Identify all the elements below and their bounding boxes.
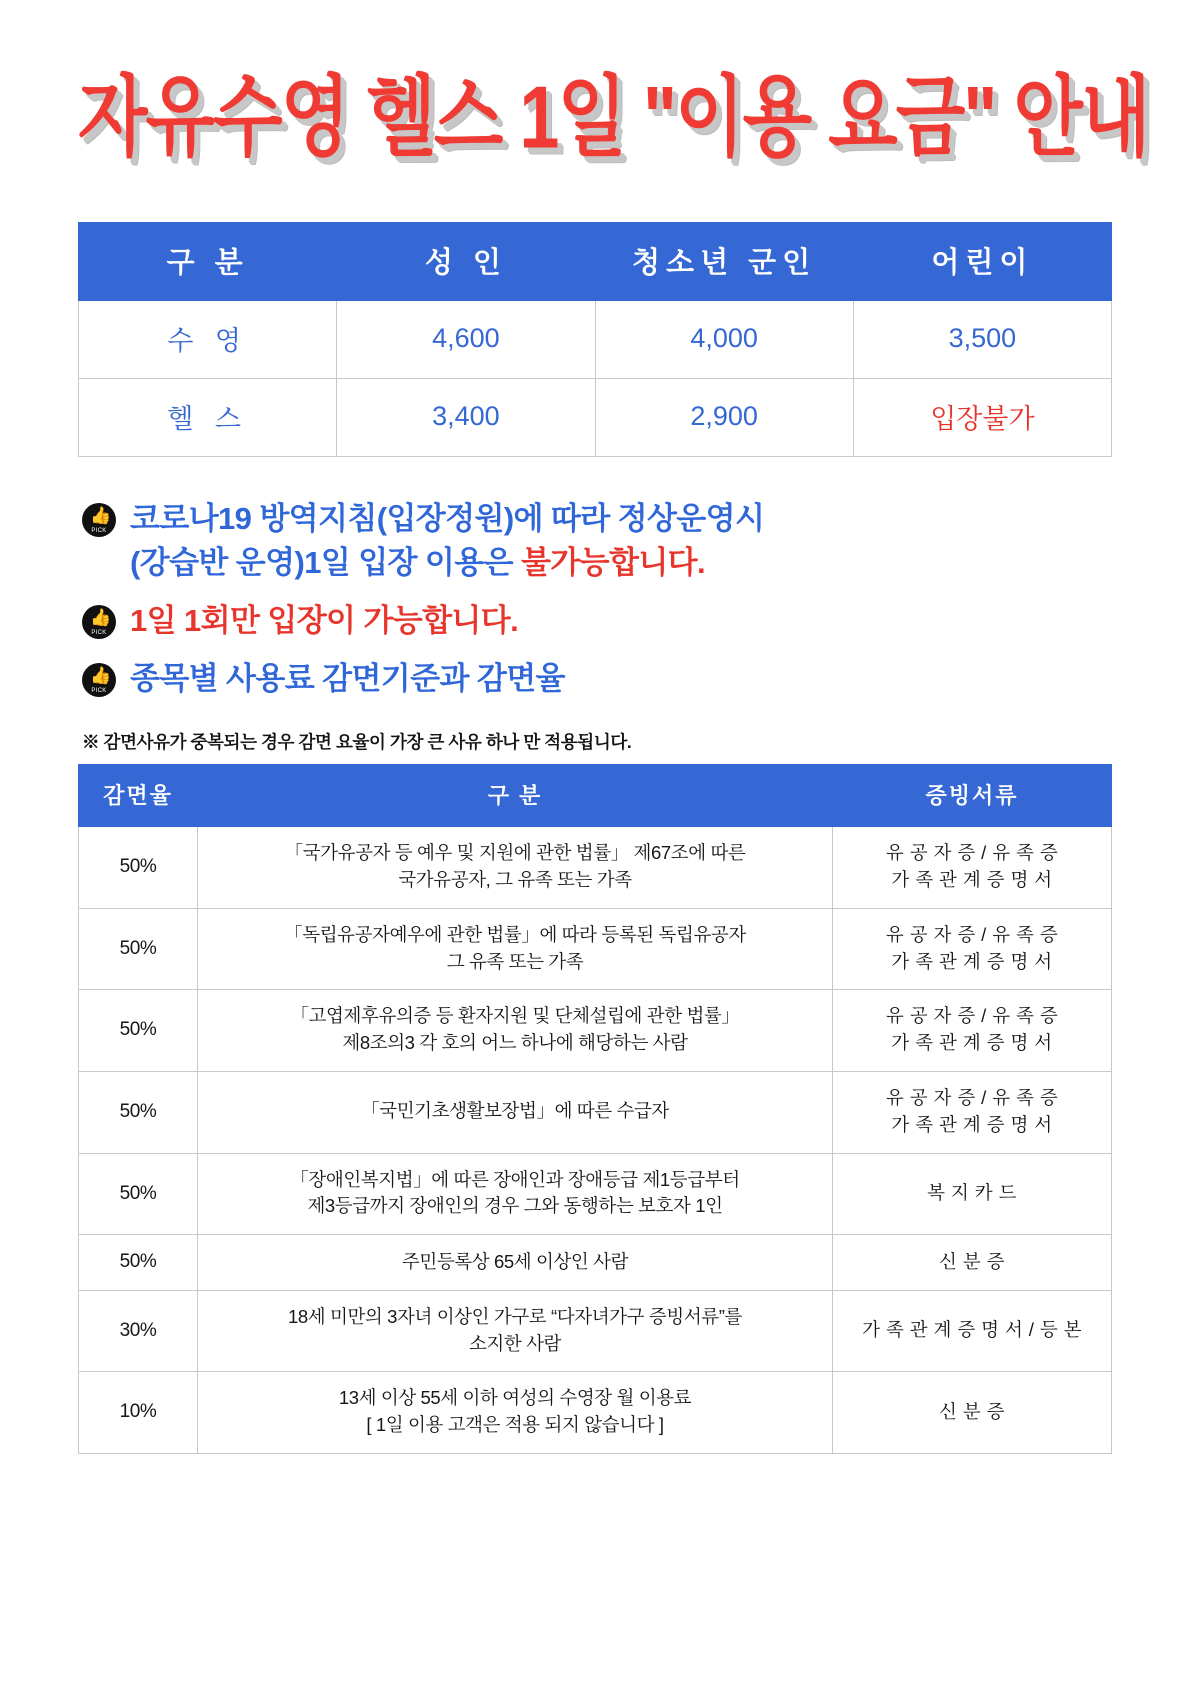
discount-desc-line-1: 18세 미만의 3자녀 이상인 가구로 “다자녀가구 증빙서류”를 — [288, 1305, 742, 1327]
price-table — [78, 222, 1112, 457]
discount-description — [198, 908, 833, 990]
pick-label: PICK — [91, 688, 107, 695]
table-row — [79, 827, 1112, 909]
table-row — [79, 1071, 1112, 1153]
discount-rate: 10% — [79, 1372, 198, 1454]
discount-rate: 50% — [79, 990, 198, 1072]
discount-document — [833, 1235, 1112, 1291]
discount-document — [833, 990, 1112, 1072]
price-row-label-swim: 수 영 — [79, 301, 337, 379]
discount-document — [833, 1290, 1112, 1372]
thumb-up-glyph: 👍 — [90, 506, 112, 525]
table-row — [79, 1372, 1112, 1454]
discount-document — [833, 1372, 1112, 1454]
pick-thumb-icon — [82, 503, 116, 537]
discount-rate: 50% — [79, 827, 198, 909]
discount-doc-line-2: 가 족 관 계 증 명 서 — [891, 1113, 1053, 1135]
discount-doc-line-1: 가 족 관 계 증 명 서 / 등 본 — [862, 1319, 1082, 1341]
discount-description — [198, 1290, 833, 1372]
notice-text-3: 종목별 사용료 감면기준과 감면율 — [130, 661, 565, 697]
discount-doc-line-1: 유 공 자 증 / 유 족 증 — [885, 1086, 1059, 1108]
notice-list — [82, 497, 1112, 701]
table-row — [79, 379, 1112, 457]
price-table-header-row — [79, 223, 1112, 301]
table-row — [79, 1235, 1112, 1291]
discount-desc-line-2: [ 1일 이용 고객은 적용 되지 않습니다 ] — [366, 1414, 664, 1436]
discount-table — [78, 764, 1112, 1454]
discount-header-rate: 감면율 — [79, 765, 198, 827]
table-row — [79, 1153, 1112, 1235]
page-title: 자유수영 헬스 1일 "이용 요금" 안내 — [78, 69, 1149, 167]
pick-label: PICK — [91, 528, 107, 534]
price-header-category: 구 분 — [79, 223, 337, 301]
thumb-up-glyph: 👍 — [90, 608, 112, 628]
table-row — [79, 990, 1112, 1072]
thumb-up-glyph: 👍 — [90, 666, 112, 686]
discount-description — [198, 990, 833, 1072]
discount-desc-line-1: 「독립유공자예우에 관한 법률」에 따라 등록된 독립유공자 — [284, 923, 746, 945]
discount-desc-line-1: 「장애인복지법」에 따른 장애인과 장애등급 제1등급부터 — [290, 1168, 740, 1190]
pick-thumb-icon — [82, 663, 116, 697]
discount-desc-line-2: 제8조의3 각 호의 어느 하나에 해당하는 사람 — [342, 1032, 688, 1054]
discount-desc-line-1: 주민등록상 65세 이상인 사람 — [401, 1250, 629, 1272]
discount-document — [833, 1153, 1112, 1235]
discount-doc-line-1: 복 지 카 드 — [927, 1181, 1017, 1203]
discount-desc-line-1: 「국민기초생활보장법」에 따른 수급자 — [361, 1100, 669, 1122]
price-gym-child: 입장불가 — [853, 379, 1111, 457]
discount-desc-line-1: 「국가유공자 등 예우 및 지원에 관한 법률」 제67조에 따른 — [284, 842, 746, 864]
list-item — [82, 599, 1112, 643]
discount-doc-line-1: 유 공 자 증 / 유 족 증 — [885, 1005, 1059, 1027]
discount-rate: 30% — [79, 1290, 198, 1372]
price-header-child: 어린이 — [853, 223, 1111, 301]
discount-header-documents: 증빙서류 — [833, 765, 1112, 827]
pick-thumb-icon — [82, 605, 116, 639]
discount-table-header-row — [79, 765, 1112, 827]
price-swim-youth: 4,000 — [595, 301, 853, 379]
discount-desc-line-2: 국가유공자, 그 유족 또는 가족 — [398, 868, 632, 890]
discount-subnote: ※ 감면사유가 중복되는 경우 감면 요율이 가장 큰 사유 하나 만 적용됩니다. — [82, 732, 632, 753]
price-swim-child: 3,500 — [853, 301, 1111, 379]
price-row-label-gym: 헬 스 — [79, 379, 337, 457]
price-header-adult: 성 인 — [337, 223, 595, 301]
discount-doc-line-2: 가 족 관 계 증 명 서 — [891, 1032, 1053, 1054]
title-block — [78, 0, 1149, 167]
discount-desc-line-2: 제3등급까지 장애인의 경우 그와 동행하는 보호자 1인 — [307, 1195, 723, 1217]
discount-rate: 50% — [79, 1235, 198, 1291]
table-row — [79, 908, 1112, 990]
discount-description — [198, 827, 833, 909]
discount-doc-line-1: 신 분 증 — [939, 1250, 1005, 1272]
list-item — [82, 497, 1112, 585]
discount-desc-line-2: 소지한 사람 — [468, 1332, 562, 1354]
discount-description — [198, 1153, 833, 1235]
notice-text-1 — [130, 497, 764, 585]
pick-label: PICK — [91, 630, 107, 637]
discount-doc-line-2: 가 족 관 계 증 명 서 — [891, 950, 1053, 972]
price-swim-adult: 4,600 — [337, 301, 595, 379]
discount-document — [833, 827, 1112, 909]
notice-1-line-1: 코로나19 방역지침(입장정원)에 따라 정상운영시 — [130, 501, 765, 536]
discount-rate: 50% — [79, 1153, 198, 1235]
notice-1-line-2b: 불가능합니다. — [520, 545, 706, 581]
table-row — [79, 301, 1112, 379]
notice-text-2: 1일 1회만 입장이 가능합니다. — [130, 603, 519, 639]
discount-doc-line-1: 유 공 자 증 / 유 족 증 — [885, 923, 1059, 945]
discount-document — [833, 1071, 1112, 1153]
discount-doc-line-1: 신 분 증 — [939, 1400, 1005, 1422]
price-gym-youth: 2,900 — [595, 379, 853, 457]
discount-document — [833, 908, 1112, 990]
price-header-youth: 청소년 군인 — [595, 223, 853, 301]
discount-desc-line-1: 13세 이상 55세 이하 여성의 수영장 월 이용료 — [338, 1387, 692, 1409]
discount-description — [198, 1071, 833, 1153]
discount-header-category: 구 분 — [198, 765, 833, 827]
discount-description — [198, 1372, 833, 1454]
price-gym-adult: 3,400 — [337, 379, 595, 457]
discount-rate: 50% — [79, 1071, 198, 1153]
discount-description — [198, 1235, 833, 1291]
list-item — [82, 657, 1112, 701]
discount-desc-line-2: 그 유족 또는 가족 — [446, 950, 584, 972]
table-row — [79, 1290, 1112, 1372]
discount-doc-line-1: 유 공 자 증 / 유 족 증 — [885, 842, 1059, 864]
discount-rate: 50% — [79, 908, 198, 990]
discount-doc-line-2: 가 족 관 계 증 명 서 — [891, 868, 1053, 890]
notice-1-line-2a: (강습반 운영)1일 입장 이용은 — [130, 545, 521, 581]
discount-desc-line-1: 「고엽제후유의증 등 환자지원 및 단체설립에 관한 법률」 — [290, 1005, 740, 1027]
